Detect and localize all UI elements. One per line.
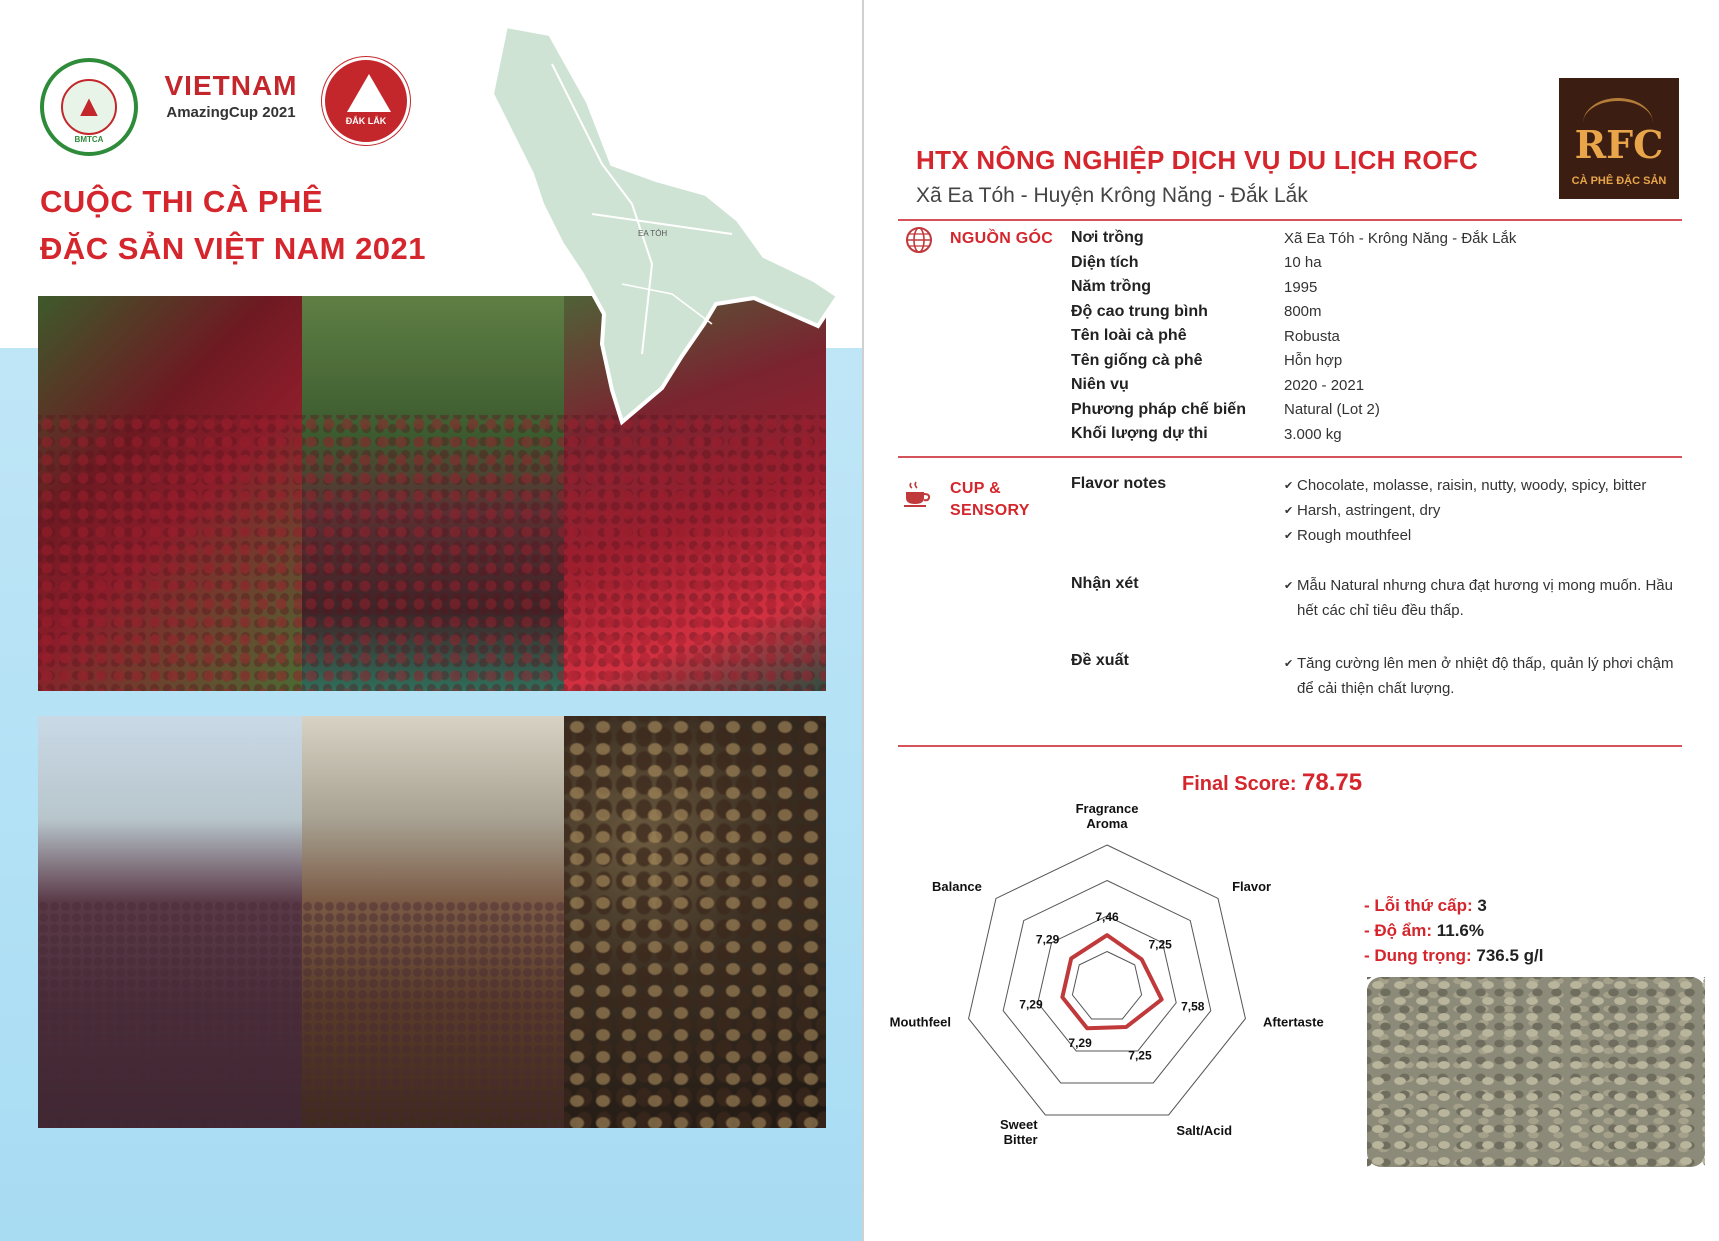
origin-info-key: Niên vụ [1071, 376, 1129, 394]
origin-info-row [1071, 275, 1516, 300]
contest-title [40, 178, 426, 272]
rofc-logo-mark: RFC [1574, 122, 1664, 167]
daklak-logo-roof [347, 74, 391, 112]
origin-info-key: Phương pháp chế biến [1071, 400, 1246, 418]
stat-defects-label: - Lỗi thứ cấp: [1364, 896, 1473, 915]
origin-info-value: Natural (Lot 2) [1284, 401, 1380, 419]
radar-value-label: 7,58 [1181, 999, 1205, 1014]
page-divider [862, 0, 864, 1241]
origin-info-row [1071, 324, 1516, 349]
stat-defects [1364, 893, 1543, 918]
green-beans-photo [1367, 977, 1705, 1167]
divider-middle [898, 456, 1682, 458]
divider-bottom [898, 745, 1682, 747]
amazing-cup-logo-line1: VIETNAM [164, 70, 298, 101]
origin-info-key: Độ cao trung bình [1071, 302, 1208, 320]
origin-info-row [1071, 422, 1516, 447]
photo-greenhouse-drying-2 [302, 716, 564, 1128]
final-score-value: 78.75 [1302, 769, 1363, 796]
quality-stats [1364, 893, 1543, 968]
suggestion-item: ✔ Tăng cường lên men ở nhiệt độ thấp, quản lý phơi chậm để cải thiện chất lượng. [1284, 651, 1694, 701]
rofc-logo [1559, 78, 1679, 199]
radar-axis-label: Aftertaste [1262, 1014, 1324, 1030]
daklak-logo [322, 57, 410, 145]
cup-section-label-line1: CUP & [950, 480, 1001, 497]
radar-axis-label: Mouthfeel [889, 1014, 952, 1030]
origin-info-value: 800m [1284, 303, 1322, 321]
suggestion-list [1284, 651, 1694, 701]
radar-axis-label: Flavor [1232, 879, 1272, 895]
final-score-label: Final Score: [1182, 773, 1297, 795]
stat-density [1364, 943, 1543, 968]
origin-info-row [1071, 373, 1516, 398]
stat-density-label: - Dung trọng: [1364, 946, 1472, 965]
radar-axis-label: Fragrance Aroma [1075, 801, 1139, 831]
origin-info-key: Tên loài cà phê [1071, 327, 1187, 345]
location-map [492, 24, 854, 424]
daklak-logo-text: ĐẮK LẮK [345, 116, 387, 126]
stat-moisture [1364, 918, 1543, 943]
flavor-note-item: ✔ Rough mouthfeel [1284, 523, 1684, 548]
stat-moisture-value: 11.6% [1436, 921, 1484, 940]
radar-value-label: 7,25 [1148, 937, 1172, 952]
flavor-notes-label: Flavor notes [1071, 475, 1167, 492]
org-name: HTX NÔNG NGHIỆP DỊCH VỤ DU LỊCH ROFC [916, 145, 1479, 175]
radar-series-line [1062, 935, 1161, 1028]
comment-list [1284, 573, 1694, 623]
amazing-cup-logo [156, 70, 306, 121]
bmtca-logo-emblem: ▲ [61, 79, 117, 135]
origin-info-value: 3.000 kg [1284, 425, 1342, 443]
photo-greenhouse-drying-1 [38, 716, 302, 1128]
origin-info-row [1071, 300, 1516, 325]
origin-info-key: Năm trồng [1071, 278, 1151, 296]
globe-icon [905, 226, 933, 254]
coffee-cup-icon [902, 480, 932, 508]
radar-grid-ring [1072, 952, 1141, 1019]
origin-info-value: 10 ha [1284, 254, 1322, 272]
comment-label: Nhận xét [1071, 575, 1139, 592]
origin-info-key: Tên giống cà phê [1071, 351, 1203, 369]
radar-axis-label: Sweet Bitter [1000, 1117, 1038, 1148]
amazing-cup-logo-line2: AmazingCup 2021 [166, 104, 296, 121]
comment-item: ✔ Mẫu Natural nhưng chưa đạt hương vị mong muốn. Hầu hết các chỉ tiêu đều thấp. [1284, 573, 1694, 623]
origin-info-value: Robusta [1284, 327, 1340, 345]
origin-info-key: Khối lượng dự thi [1071, 425, 1208, 443]
cup-section-label-line2: SENSORY [950, 502, 1030, 519]
suggestion-label: Đề xuất [1071, 652, 1129, 669]
origin-info-value: 2020 - 2021 [1284, 376, 1365, 394]
flavor-note-item: ✔ Chocolate, molasse, raisin, nutty, woody, spicy, bitter [1284, 473, 1684, 498]
origin-info-value: Hỗn hợp [1284, 352, 1343, 370]
radar-value-label: 7,25 [1128, 1048, 1152, 1063]
origin-info-value: Xã Ea Tóh - Krông Năng - Đắk Lắk [1284, 229, 1517, 247]
origin-info-key: Nơi trồng [1071, 229, 1144, 247]
radar-value-label: 7,29 [1068, 1035, 1092, 1050]
flavor-note-item: ✔ Harsh, astringent, dry [1284, 498, 1684, 523]
radar-axis-label: Salt/Acid [1176, 1123, 1233, 1139]
map-label: EA TÓH [638, 229, 668, 238]
rofc-logo-subtitle: CÀ PHÊ ĐẶC SẢN [1571, 175, 1667, 187]
stat-defects-value: 3 [1477, 896, 1487, 915]
photo-dried-cherries-closeup [564, 716, 826, 1128]
cupping-radar-chart [880, 801, 1340, 1180]
radar-value-label: 7,29 [1035, 932, 1060, 947]
origin-info-row [1071, 251, 1516, 276]
radar-value-label: 7,29 [1019, 997, 1043, 1012]
origin-info-value: 1995 [1284, 278, 1318, 296]
bmtca-logo [40, 58, 138, 156]
stat-moisture-label: - Độ ẩm: [1364, 921, 1432, 940]
origin-info-key: Diện tích [1071, 253, 1139, 271]
divider-top [898, 219, 1682, 221]
contest-title-line1: CUỘC THI CÀ PHÊ [40, 184, 324, 219]
origin-info-row [1071, 349, 1516, 374]
origin-info-row [1071, 226, 1516, 251]
origin-section-label: NGUỒN GÓC [950, 230, 1054, 247]
flavor-notes-list [1284, 473, 1684, 548]
origin-info-row [1071, 398, 1516, 423]
cup-section-label [950, 478, 1070, 522]
contest-title-line2: ĐẶC SẢN VIỆT NAM 2021 [40, 231, 427, 266]
bmtca-logo-text: BMTCA [74, 135, 104, 144]
org-address: Xã Ea Tóh - Huyện Krông Năng - Đắk Lắk [916, 184, 1308, 207]
radar-axis-label: Balance [932, 879, 982, 895]
radar-value-label: 7,46 [1095, 910, 1119, 924]
final-score [1182, 769, 1362, 797]
origin-info-table [1071, 226, 1516, 447]
photo-coffee-cherries-farmer [38, 296, 302, 691]
stat-density-value: 736.5 g/l [1476, 946, 1544, 965]
